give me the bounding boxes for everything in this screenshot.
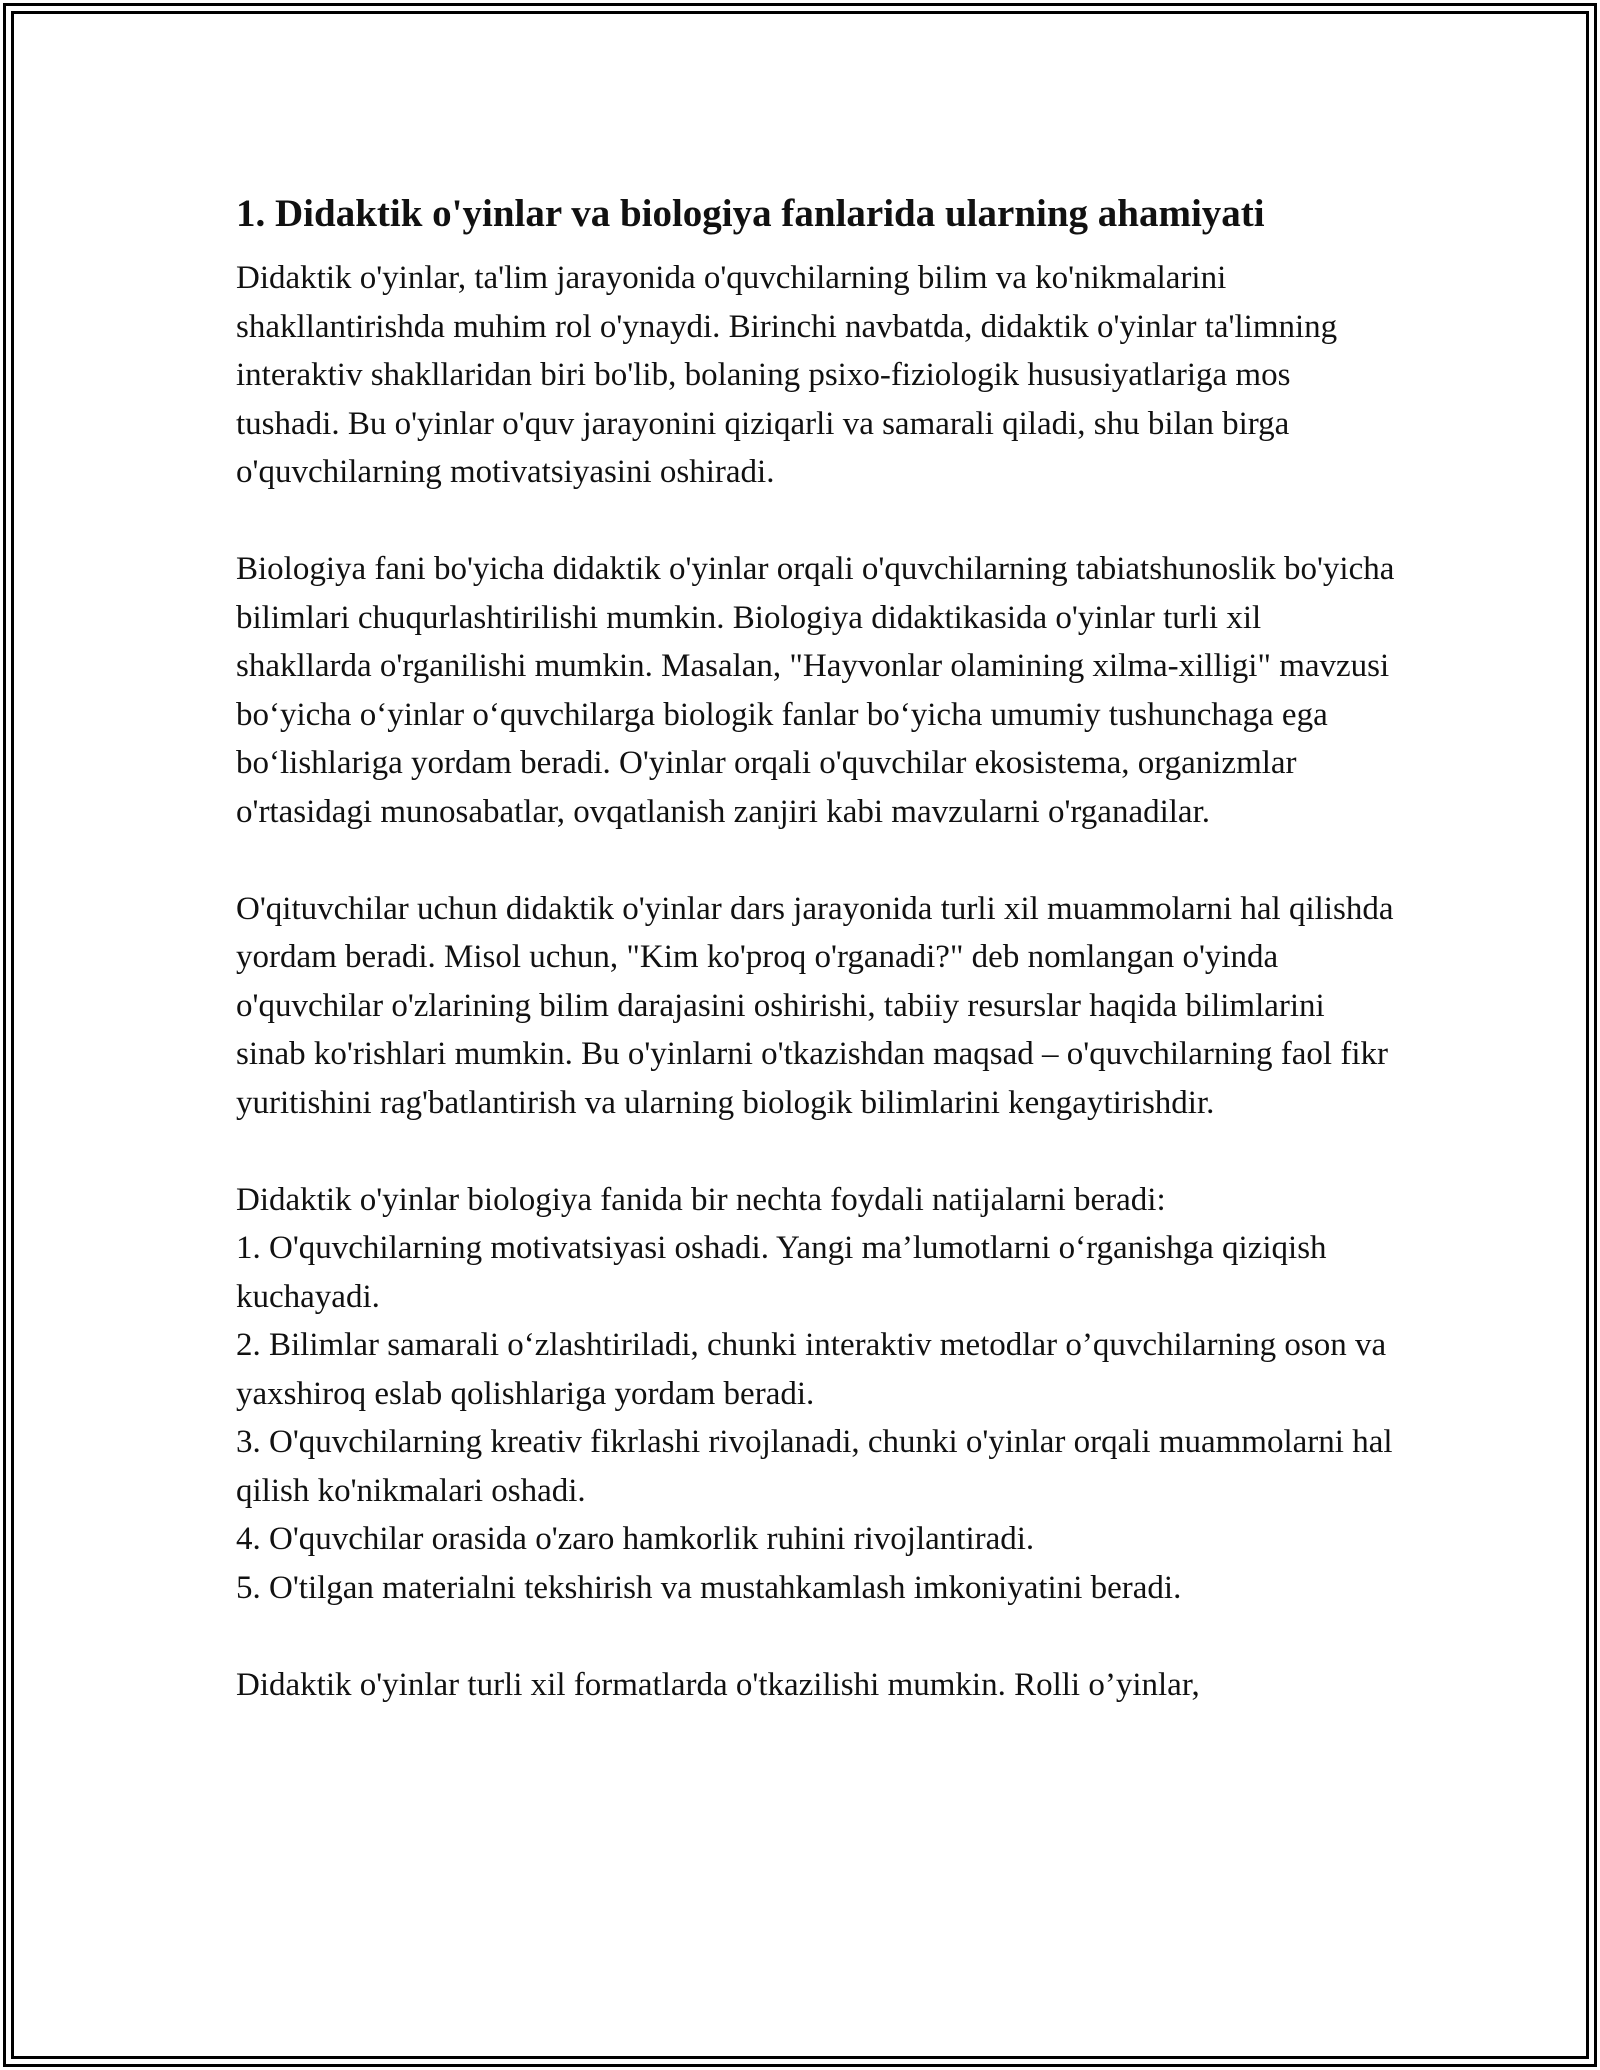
document-body bbox=[236, 186, 1396, 1758]
benefits-list-intro: Didaktik o'yinlar biologiya fanida bir nechta foydali natijalarni beradi: bbox=[236, 1181, 1166, 1218]
list-item: 4. O'quvchilar orasida o'zaro hamkorlik ruhini rivojlantiradi. bbox=[236, 1521, 1035, 1557]
list-item: 3. O'quvchilarning kreativ fikrlashi rivojlanadi, chunki o'yinlar orqali muammolarni hal qilish ko'nikmalari oshadi. bbox=[236, 1424, 1393, 1509]
benefits-list bbox=[236, 1176, 1396, 1613]
list-item: 2. Bilimlar samarali o‘zlashtiriladi, chunki interaktiv metodlar o’quvchilarning oson va yaxshiroq eslab qolishlariga yordam beradi. bbox=[236, 1327, 1387, 1412]
paragraph-teachers: O'qituvchilar uchun didaktik o'yinlar dars jarayonida turli xil muammolarni hal qilishda yordam beradi. Misol uchun, "Kim ko'proq o'rganadi?" deb nomlangan o'yinda o'quvchilar o'zlarining bilim darajasini oshirishi, tabiiy resurslar haqida bilimlarini sinab ko'rishlari mumkin. Bu o'yinlarni o'tkazishdan maqsad – o'quvchilarning faol fikr yuritishini rag'batlantirish va ularning biologik bilimlarini kengaytirishdir. bbox=[236, 890, 1394, 1121]
list-item: 1. O'quvchilarning motivatsiyasi oshadi. Yangi ma’lumotlarni o‘rganishga qiziqish kuchayadi. bbox=[236, 1230, 1327, 1315]
list-item: 5. O'tilgan materialni tekshirish va mustahkamlash imkoniyatini beradi. bbox=[236, 1569, 1182, 1606]
paragraph-formats: Didaktik o'yinlar turli xil formatlarda o'tkazilishi mumkin. Rolli o’yinlar, bbox=[236, 1666, 1200, 1703]
paragraph-intro: Didaktik o'yinlar, ta'lim jarayonida o'quvchilarning bilim va ko'nikmalarini shakllantirishda muhim rol o'ynaydi. Birinchi navbatda, didaktik o'yinlar ta'limning interaktiv shakllaridan biri bo'lib, bolaning psixo-fiziologik hususiyatlariga mos tushadi. Bu o'yinlar o'quv jarayonini qiziqarli va samarali qiladi, shu bilan birga o'quvchilarning motivatsiyasini oshiradi. bbox=[236, 260, 1338, 490]
paragraph-biology: Biologiya fani bo'yicha didaktik o'yinlar orqali o'quvchilarning tabiatshunoslik bo'yicha bilimlari chuqurlashtirilishi mumkin. Biologiya didaktikasida o'yinlar turli xil shakllarda o'rganilishi mumkin. Masalan, "Hayvonlar olamining xilma-xilligi" mavzusi bo‘yicha o‘yinlar o‘quvchilarga biologik fanlar bo‘yicha umumiy tushunchaga ega bo‘lishlariga yordam beradi. O'yinlar orqali o'quvchilar ekosistema, organizmlar o'rtasidagi munosabatlar, ovqatlanish zanjiri kabi mavzularni o'rganadilar. bbox=[236, 551, 1395, 830]
section-heading: 1. Didaktik o'yinlar va biologiya fanlarida ularning ahamiyati bbox=[236, 192, 1265, 235]
